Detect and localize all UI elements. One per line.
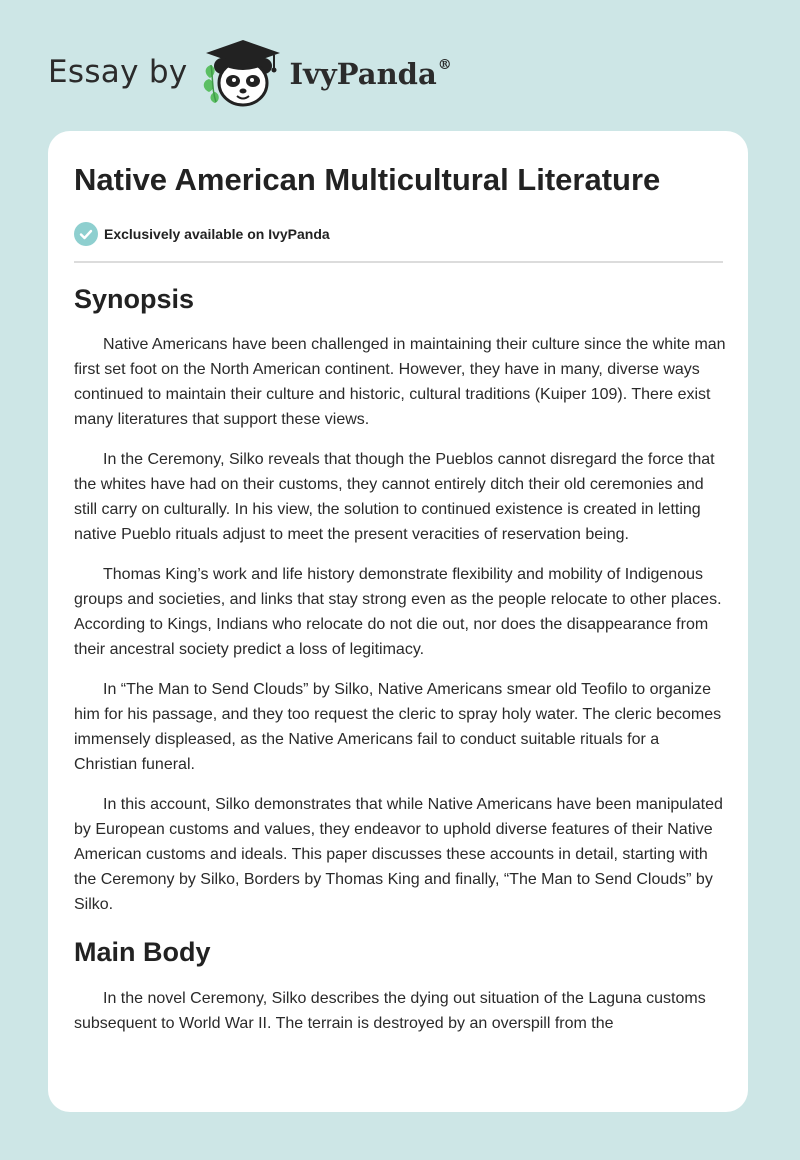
paragraph: Thomas King’s work and life history demonstrate flexibility and mobility of Indigenous groups and societies, and links that stay strong even as the people relocate to other places. According to Kings, Indians who relocate do not die out, nor does the disappearance from their ancestral society predict a loss of legitimacy. [74,566,722,659]
essay-card [48,131,748,1112]
paragraph: In the Ceremony, Silko reveals that though the Pueblos cannot disregard the force that the whites have had on their customs, they cannot entirely ditch their old ceremonies and still carry on culturally. In his view, the solution to continued existence is created in letting native Pueblo rituals adjust to meet the present veracities of reservation being. [74,451,715,544]
paragraph: In this account, Silko demonstrates that while Native Americans have been manipulated by European customs and values, they endeavor to uphold diverse features of their Native American customs and ideals. This paper discusses these accounts in detail, starting with the Ceremony by Silko, Borders by Thomas King and finally, “The Man to Send Clouds” by Silko. [74,796,723,914]
essay-by-label: Essay by [48,53,188,90]
paragraph: In the novel Ceremony, Silko describes the dying out situation of the Laguna customs subsequent to World War II. The terrain is destroyed by an overspill from the [74,990,706,1033]
section-heading-synopsis: Synopsis [74,284,195,314]
brand-text: IvyPanda [289,56,437,91]
site-header [48,34,452,110]
essay-body [74,279,726,1051]
ivypanda-logo-icon[interactable] [200,34,286,110]
exclusive-badge-label: Exclusively available on IvyPanda [104,226,330,242]
title-divider [74,261,723,263]
paragraph: Native Americans have been challenged in maintaining their culture since the white man first set foot on the North American continent. However, they have in many, diverse ways continued to maintain their culture and historic, cultural traditions (Kuiper 109). There exist many literatures that support these views. [74,336,726,429]
section-heading-main-body: Main Body [74,937,211,968]
exclusive-badge [74,222,330,246]
page-title: Native American Multicultural Literature [74,162,661,197]
check-circle-icon [74,222,98,246]
trademark-symbol: ® [437,56,452,73]
brand-name[interactable] [289,56,452,91]
paragraph: In “The Man to Send Clouds” by Silko, Native Americans smear old Teofilo to organize him for his passage, and they too request the cleric to spray holy water. The cleric becomes immensely displeased, as the Native Americans fail to conduct suitable rituals for a Christian funeral. [74,681,722,774]
